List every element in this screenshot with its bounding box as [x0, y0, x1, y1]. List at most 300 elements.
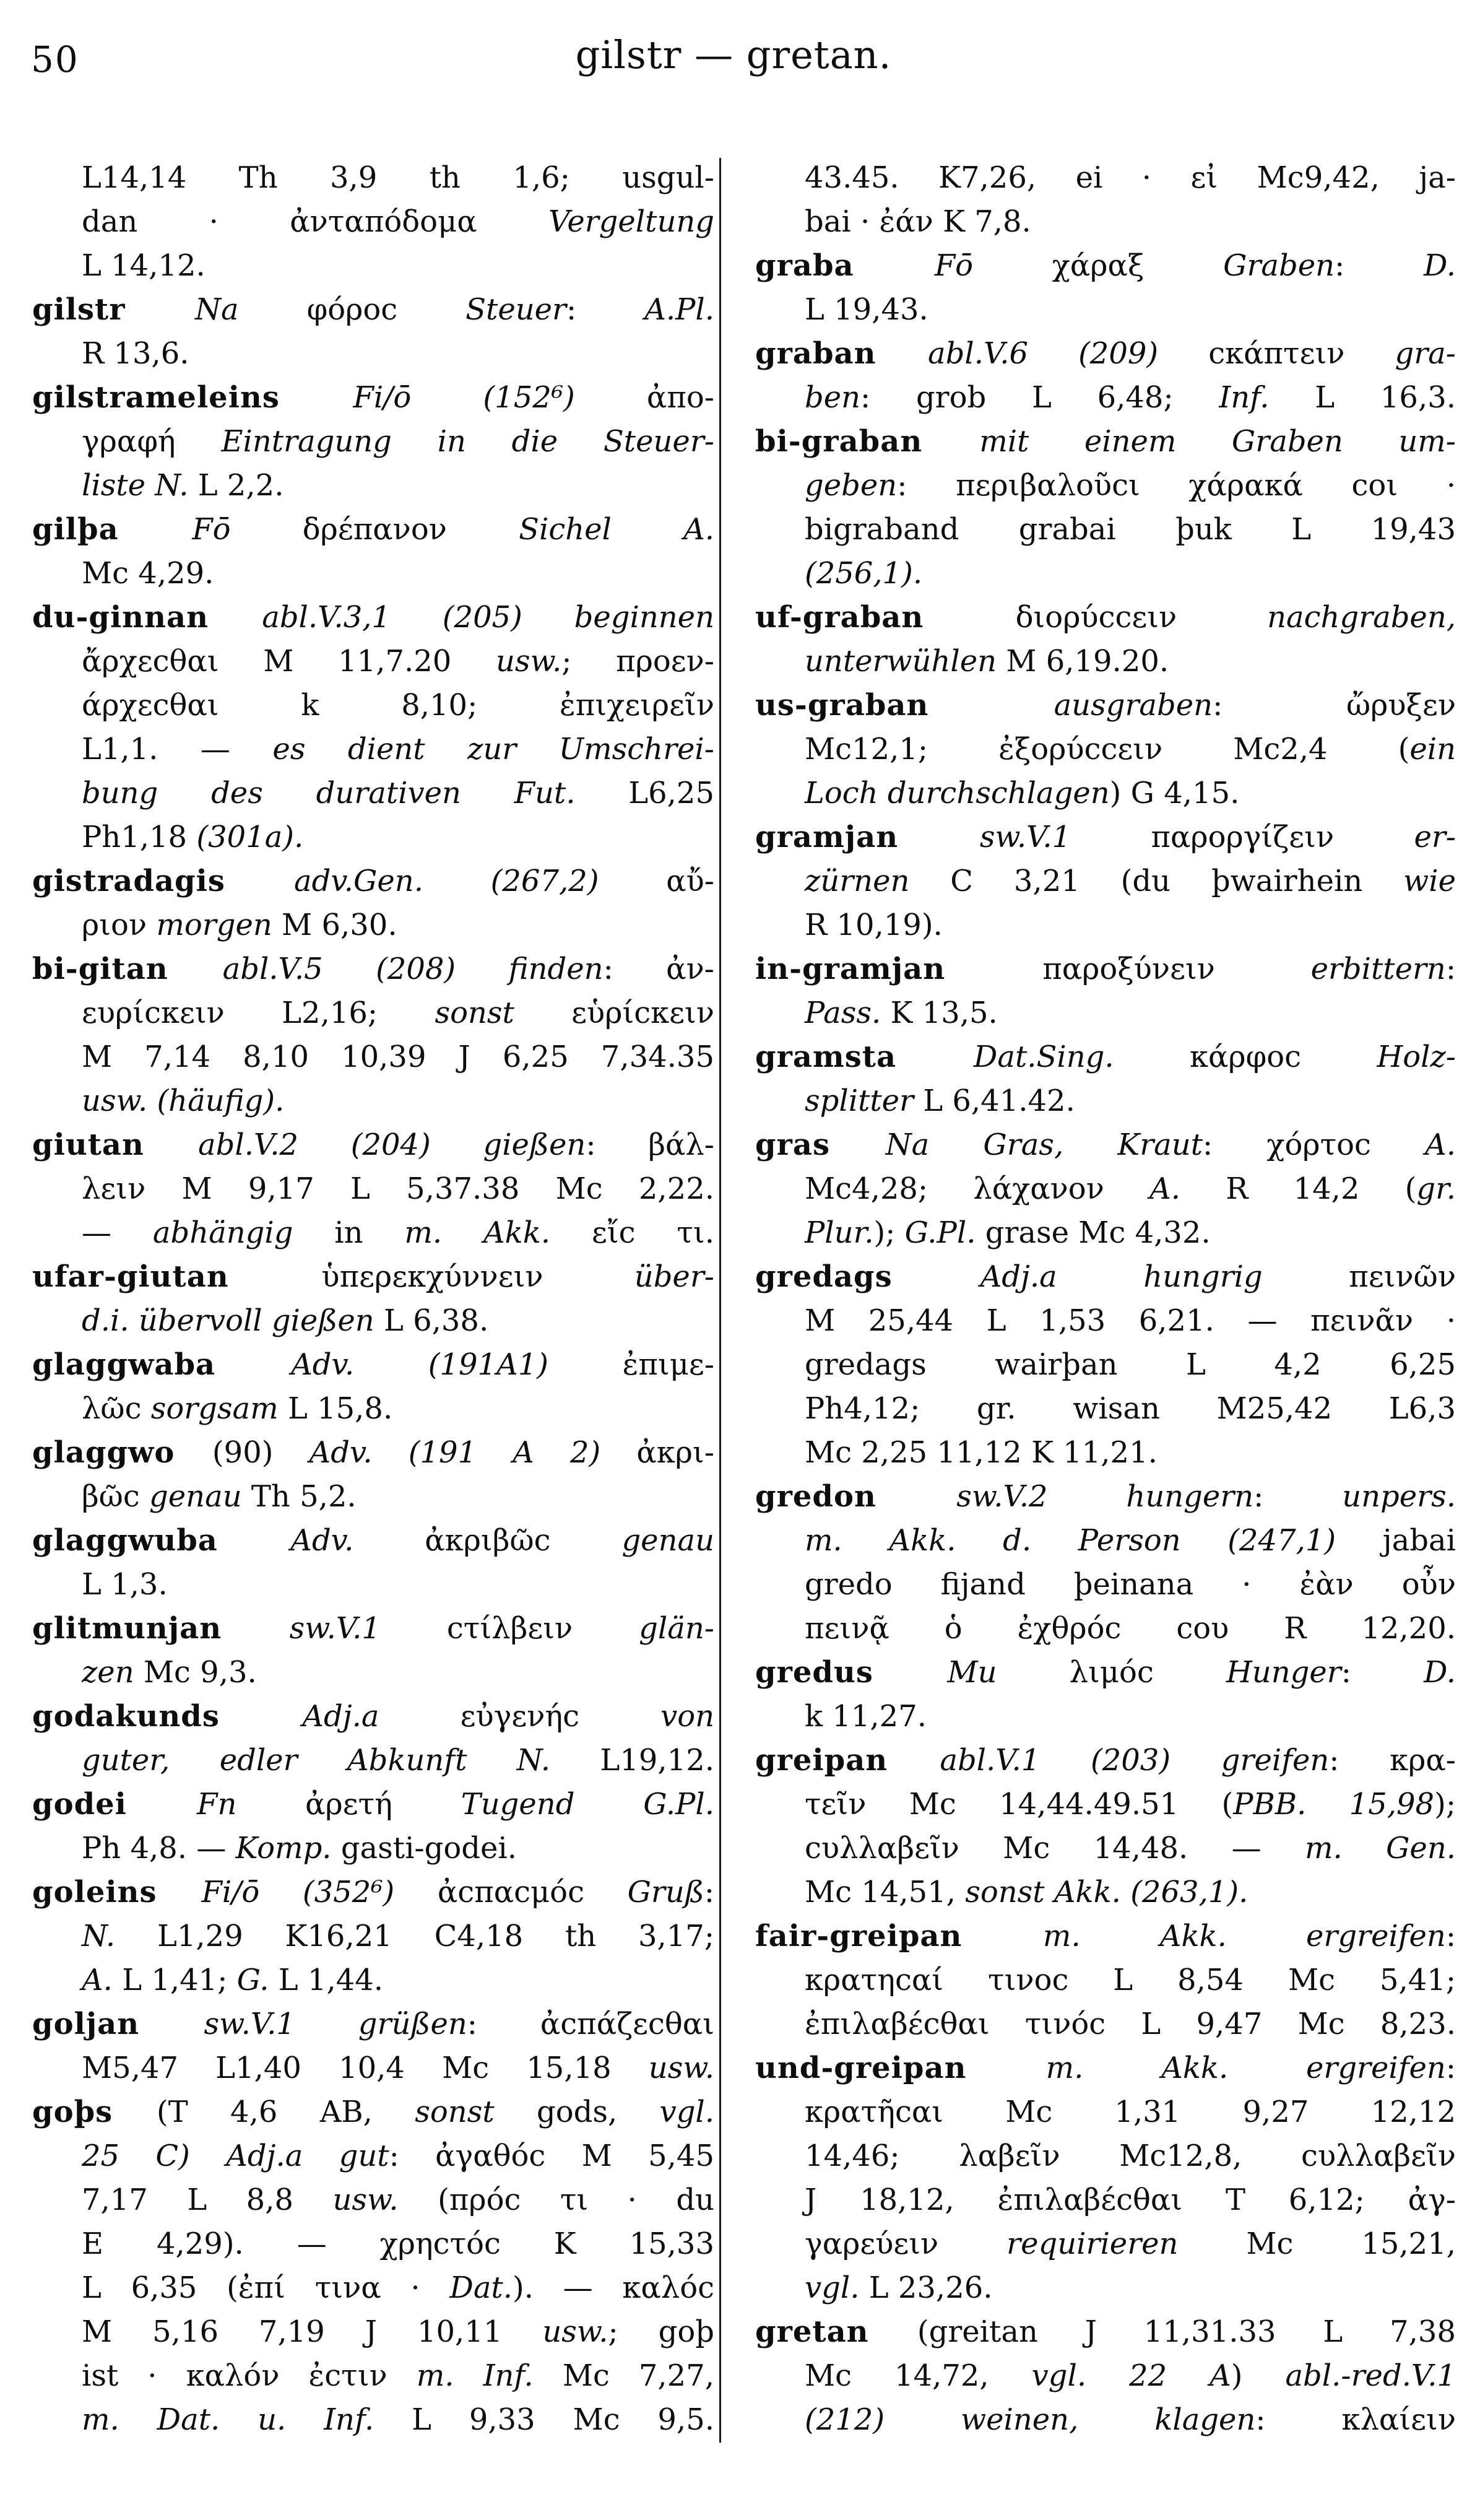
text-line: [32, 684, 714, 728]
text-line: [32, 420, 714, 464]
text-segment: M 25,44 L 1,53 6,21. — πεινᾶν ·: [805, 1303, 1456, 1338]
text-line: [32, 200, 714, 244]
text-line: [32, 1167, 714, 1211]
text-segment: usw.: [332, 2183, 438, 2217]
text-segment: Fn: [197, 1787, 306, 1822]
text-line: [755, 1035, 1456, 1079]
text-line: [755, 771, 1456, 815]
text-line: [32, 464, 714, 508]
text-segment: erbittern: [1310, 952, 1446, 986]
text-segment: A.: [82, 1963, 123, 1997]
text-segment: :: [1335, 248, 1424, 283]
text-segment: A.Pl.: [644, 292, 715, 327]
text-segment: liste N.: [82, 468, 198, 503]
text-segment: abl.-red.V.1: [1285, 2358, 1456, 2393]
dictionary-entry-in-gramjan: [755, 947, 1456, 1035]
text-segment: vgl.: [805, 2270, 869, 2305]
text-segment: Mc 14,72,: [805, 2358, 1032, 2393]
text-line: [32, 1739, 714, 1783]
text-line: [755, 2178, 1456, 2222]
text-segment: ἐπιλαβέcθαι τινόc L 9,47 Mc 8,23.: [805, 2007, 1456, 2041]
text-line: [32, 1651, 714, 1695]
text-segment: : ἀν-: [603, 952, 714, 986]
text-segment: L6,25: [628, 776, 714, 810]
text-line: [755, 1783, 1456, 1827]
text-segment: Th 5,2.: [251, 1479, 357, 1514]
text-segment: —: [82, 1215, 153, 1250]
text-segment: L1,29 K16,21 C4,18 th 3,17;: [157, 1919, 715, 1953]
text-segment: παροξύνειν: [1042, 952, 1311, 986]
dictionary-entry-goleins: [32, 1870, 714, 2002]
text-segment: cκάπτειν: [1208, 336, 1395, 371]
dictionary-entry-glaggwaba: [32, 1343, 714, 1431]
text-segment: ἀκριβῶc: [425, 1523, 622, 1558]
text-segment: εὑρίcκειν: [571, 996, 715, 1030]
text-line: [32, 288, 714, 332]
dictionary-entry-gramjan: [755, 815, 1456, 947]
text-segment: jabai: [1382, 1523, 1456, 1558]
text-segment: bai · ἐάν K 7,8.: [805, 204, 1031, 239]
dictionary-entry-glaggwuba: [32, 1519, 714, 1607]
text-line: [32, 1431, 714, 1475]
text-segment: κρατῆcαι Mc 1,31 9,27 12,12: [805, 2095, 1456, 2129]
text-line: [755, 2134, 1456, 2178]
headword: graban: [755, 336, 928, 371]
text-segment: (πρόc τι · du: [438, 2183, 715, 2217]
text-line: [755, 420, 1456, 464]
text-segment: κρατηcαί τινοc L 8,54 Mc 5,41;: [805, 1963, 1456, 1997]
text-line: [755, 2398, 1456, 2442]
text-line: [755, 552, 1456, 596]
text-segment: er-: [1414, 820, 1456, 854]
text-segment: λιμόc: [1069, 1655, 1226, 1690]
text-line: [755, 376, 1456, 420]
text-segment: ευρίcκειν L2,16;: [82, 996, 435, 1030]
text-line: [32, 728, 714, 771]
text-line: [755, 1079, 1456, 1123]
right-column: [755, 156, 1456, 2442]
text-line: [755, 1958, 1456, 2002]
text-segment: βῶc: [82, 1479, 150, 1514]
text-segment: gredo fijand þeinana · ἐὰν οὖν: [805, 1567, 1456, 1602]
text-segment: Pass.: [805, 996, 891, 1030]
text-line: [755, 991, 1456, 1035]
text-segment: αὔ-: [666, 864, 715, 898]
text-segment: ) G 4,15.: [1109, 776, 1240, 810]
headword: gredags: [755, 1259, 980, 1294]
dictionary-entry-usguldan-continuation: [32, 156, 714, 288]
text-segment: Ph1,18: [82, 820, 197, 854]
text-segment: R 10,19).: [805, 908, 943, 942]
text-segment: sonst: [415, 2095, 537, 2129]
text-line: [755, 1299, 1456, 1343]
text-line: [755, 947, 1456, 991]
text-segment: geben: [805, 468, 898, 503]
text-segment: m. Akk.: [404, 1215, 592, 1250]
page-number: 50: [31, 38, 79, 80]
headword: goþs: [32, 2095, 157, 2129]
text-segment: G.: [236, 1963, 279, 1997]
text-segment: Na: [194, 292, 307, 327]
text-line: [755, 640, 1456, 684]
dictionary-entry-bi-graban: [755, 420, 1456, 596]
text-segment: Adj.a hungrig: [980, 1259, 1349, 1294]
text-segment: unpers.: [1342, 1479, 1456, 1514]
text-line: [755, 1343, 1456, 1387]
text-line: [32, 1343, 714, 1387]
text-line: [32, 771, 714, 815]
text-segment: ): [1231, 2358, 1286, 2393]
dictionary-entry-du-ginnan: [32, 596, 714, 859]
text-segment: L 19,43.: [805, 292, 928, 327]
text-segment: cτίλβειν: [446, 1611, 639, 1646]
text-segment: abl.V.5 (208) finden: [222, 952, 604, 986]
text-segment: ἄρχεcθαι M 11,7.20: [82, 644, 496, 679]
text-segment: : περιβαλοῦcι χάρακά cοι ·: [897, 468, 1456, 503]
text-line: [755, 684, 1456, 728]
text-segment: ἀρετή: [305, 1787, 461, 1822]
headword: uf-graban: [755, 600, 1016, 635]
text-segment: Gruß: [627, 1875, 704, 1910]
text-segment: :: [1445, 952, 1456, 986]
text-segment: bigraband grabai þuk L 19,43: [805, 512, 1456, 547]
headword: bi-graban: [755, 424, 980, 459]
text-segment: :: [566, 292, 645, 327]
text-segment: (90): [212, 1435, 309, 1470]
text-segment: πεινῶν: [1349, 1259, 1456, 1294]
text-line: [755, 1651, 1456, 1695]
text-line: [755, 464, 1456, 508]
text-segment: τεῖν Mc 14,44.49.51 (: [805, 1787, 1234, 1822]
text-line: [755, 1123, 1456, 1167]
text-line: [755, 244, 1456, 288]
text-segment: genau: [621, 1523, 715, 1558]
headword: goleins: [32, 1875, 202, 1910]
text-segment: Fi/ō (352⁶): [201, 1875, 438, 1910]
text-segment: morgen: [156, 908, 282, 942]
text-segment: 7,17 L 8,8: [82, 2183, 333, 2217]
text-segment: glän-: [639, 1611, 714, 1646]
text-line: [755, 156, 1456, 200]
text-segment: R 13,6.: [82, 336, 189, 371]
text-segment: m. Akk. d. Person (247,1): [805, 1523, 1383, 1558]
text-segment: Mc 9,3.: [143, 1655, 257, 1690]
text-line: [755, 508, 1456, 552]
dictionary-entry-us-graban: [755, 684, 1456, 815]
text-segment: );: [873, 1215, 905, 1250]
text-segment: usw. (häufig).: [82, 1084, 285, 1118]
text-line: [755, 288, 1456, 332]
dictionary-entry-gramsta: [755, 1035, 1456, 1123]
text-segment: Fō: [934, 248, 1052, 283]
text-line: [32, 1475, 714, 1519]
headword: godei: [32, 1787, 197, 1822]
text-segment: J 18,12, ἐπιλαβέcθαι T 6,12; ἀγ-: [805, 2183, 1456, 2217]
text-segment: Steuer: [465, 292, 566, 327]
text-segment: wie: [1403, 864, 1456, 898]
text-line: [755, 1475, 1456, 1519]
text-line: [32, 1695, 714, 1739]
text-line: [755, 1167, 1456, 1211]
text-segment: γαρεύειν: [805, 2227, 1007, 2261]
text-line: [32, 1914, 714, 1958]
text-segment: requirieren: [1006, 2227, 1247, 2261]
text-line: [755, 903, 1456, 947]
text-segment: Dat.Sing.: [973, 1040, 1190, 1074]
headword: goljan: [32, 2007, 204, 2041]
dictionary-entry-und-greipan: [755, 2046, 1456, 2310]
text-segment: C 3,21 (du þwairhein: [950, 864, 1404, 898]
text-segment: :: [1341, 1655, 1424, 1690]
text-segment: m. Akk. ergreifen: [1042, 1919, 1446, 1953]
text-line: [755, 859, 1456, 903]
text-segment: m. Dat. u. Inf.: [82, 2402, 412, 2437]
text-segment: sw.V.2 hungern: [956, 1479, 1254, 1514]
text-segment: gredags wairþan L 4,2 6,25: [805, 1347, 1456, 1382]
text-segment: L 6,38.: [383, 1303, 489, 1338]
text-segment: ; προεν-: [561, 644, 715, 679]
dictionary-entry-gilpa: [32, 508, 714, 596]
text-line: [32, 859, 714, 903]
dictionary-entry-gredus: [755, 1651, 1456, 1739]
text-line: [32, 2354, 714, 2398]
dictionary-entry-gredags: [755, 1255, 1456, 1475]
dictionary-entry-greipan: [755, 1739, 1456, 1914]
text-segment: : χόρτοc: [1203, 1127, 1426, 1162]
text-line: [32, 640, 714, 684]
text-segment: Komp.: [235, 1831, 341, 1866]
text-segment: άρχεcθαι k 8,10; ἐπιχειρεῖν: [82, 688, 714, 723]
text-line: [755, 1827, 1456, 1870]
text-segment: Mu: [947, 1655, 1070, 1690]
text-line: [755, 2354, 1456, 2398]
dictionary-entry-graban: [755, 332, 1456, 420]
text-segment: usw.: [496, 644, 562, 679]
text-segment: L1,1. —: [82, 732, 273, 767]
text-line: [755, 596, 1456, 640]
text-segment: 25 C) Adj.a gut: [82, 2139, 389, 2173]
text-line: [32, 2266, 714, 2310]
text-segment: ὑπερεκχύννειν: [321, 1259, 634, 1294]
text-line: [32, 2398, 714, 2442]
text-line: [32, 1607, 714, 1651]
text-segment: ; goþ: [608, 2314, 715, 2349]
text-segment: gods,: [536, 2095, 660, 2129]
text-segment: M 6,30.: [282, 908, 397, 942]
text-line: [32, 156, 714, 200]
headword: in-gramjan: [755, 952, 1043, 986]
text-segment: sw.V.1 grüßen: [204, 2007, 467, 2041]
text-segment: Mc 7,27,: [562, 2358, 715, 2393]
text-segment: ). — καλόc: [512, 2270, 714, 2305]
text-segment: );: [1434, 1787, 1456, 1822]
text-line: [32, 1079, 714, 1123]
text-segment: k 11,27.: [805, 1699, 927, 1734]
text-line: [755, 2090, 1456, 2134]
text-segment: genau: [149, 1479, 251, 1514]
text-segment: Mc 14,51,: [805, 1875, 966, 1910]
text-segment: L 9,33 Mc 9,5.: [412, 2402, 715, 2437]
text-segment: L 23,26.: [868, 2270, 993, 2305]
text-segment: (T 4,6 AB,: [156, 2095, 415, 2129]
text-line: [32, 1211, 714, 1255]
text-line: [32, 376, 714, 420]
text-line: [755, 815, 1456, 859]
headword: gredus: [755, 1655, 948, 1690]
text-segment: Sichel A.: [519, 512, 714, 547]
text-segment: Hunger: [1226, 1655, 1341, 1690]
text-segment: vgl. 22 A: [1031, 2358, 1231, 2393]
text-segment: 14,46; λαβεῖν Mc12,8, cυλλαβεῖν: [805, 2139, 1456, 2173]
text-segment: L 14,12.: [82, 248, 206, 283]
text-segment: nachgraben,: [1267, 600, 1456, 635]
dictionary-entry-gistradagis: [32, 859, 714, 947]
headword: gilþa: [32, 512, 193, 547]
text-segment: (greitan J 11,31.33 L 7,38: [917, 2314, 1456, 2349]
text-segment: δρέπανον: [302, 512, 519, 547]
text-segment: L 16,3.: [1315, 380, 1456, 415]
text-line: [755, 2310, 1456, 2354]
text-segment: D.: [1423, 248, 1456, 283]
text-segment: abl.V.3,1 (205) beginnen: [262, 600, 714, 635]
text-line: [32, 903, 714, 947]
text-segment: G.Pl.: [904, 1215, 985, 1250]
text-line: [755, 1255, 1456, 1299]
dictionary-entry-giutan: [32, 1123, 714, 1255]
text-segment: dan · ἀνταπόδομα: [82, 204, 549, 239]
headword: godakunds: [32, 1699, 303, 1734]
text-segment: Dat.: [449, 2270, 513, 2305]
text-line: [755, 1914, 1456, 1958]
text-segment: splitter: [805, 1084, 924, 1118]
text-segment: d.i. übervoll gießen: [82, 1303, 384, 1338]
headword: und-greipan: [755, 2051, 1046, 2085]
text-line: [32, 1563, 714, 1607]
text-segment: Adv. (191A1): [291, 1347, 623, 1382]
headword: gras: [755, 1127, 886, 1162]
text-line: [755, 1695, 1456, 1739]
text-line: [755, 728, 1456, 771]
text-segment: ἀcπαcμόc: [437, 1875, 628, 1910]
text-line: [755, 1563, 1456, 1607]
headword: gretan: [755, 2314, 917, 2349]
text-line: [755, 1739, 1456, 1783]
text-segment: : ὤρυξεν: [1213, 688, 1456, 723]
dictionary-entry-gops: [32, 2090, 714, 2442]
text-line: [755, 1519, 1456, 1563]
text-segment: abhängig: [152, 1215, 335, 1250]
text-line: [32, 1958, 714, 2002]
text-segment: abl.V.6 (209): [928, 336, 1209, 371]
text-segment: ist · καλόν ἐcτιν: [82, 2358, 417, 2393]
text-segment: L 6,41.42.: [923, 1084, 1075, 1118]
text-segment: sw.V.1: [979, 820, 1151, 854]
text-line: [755, 2266, 1456, 2310]
dictionary-entry-gops-continuation: [755, 156, 1456, 244]
text-segment: ein: [1409, 732, 1456, 767]
text-segment: Loch durchschlagen: [805, 776, 1110, 810]
text-line: [32, 2222, 714, 2266]
dictionary-entry-gredon: [755, 1475, 1456, 1651]
text-segment: gasti-godei.: [340, 1831, 517, 1866]
text-segment: Adj.a: [302, 1699, 461, 1734]
text-segment: χάραξ: [1052, 248, 1224, 283]
text-segment: (212) weinen, klagen: [805, 2402, 1256, 2437]
text-segment: L 1,3.: [82, 1567, 168, 1602]
text-segment: λειν M 9,17 L 5,37.38 Mc 2,22.: [82, 1171, 714, 1206]
text-segment: ριον: [82, 908, 157, 942]
text-segment: παροργίζειν: [1151, 820, 1414, 854]
text-line: [32, 991, 714, 1035]
text-line: [32, 2134, 714, 2178]
dictionary-entry-gilstr: [32, 288, 714, 376]
text-segment: usw.: [542, 2314, 608, 2349]
text-segment: Adv. (191 A 2): [309, 1435, 637, 1470]
text-segment: L19,12.: [600, 1743, 714, 1778]
text-segment: ben: [805, 380, 861, 415]
text-segment: Mc12,1; ἐξορύccειν Mc2,4 (: [805, 732, 1410, 767]
text-segment: ἀκρι-: [636, 1435, 714, 1470]
headword: ufar-giutan: [32, 1259, 322, 1294]
text-segment: κάρφοc: [1190, 1040, 1377, 1074]
text-segment: L 6,35 (ἐπί τινα ·: [82, 2270, 450, 2305]
text-segment: διορύccειν: [1015, 600, 1268, 635]
dictionary-entry-glitmunjan: [32, 1607, 714, 1695]
text-line: [755, 1607, 1456, 1651]
text-segment: (301a).: [196, 820, 304, 854]
text-segment: Na Gras, Kraut: [885, 1127, 1203, 1162]
dictionary-entry-godakunds: [32, 1695, 714, 1783]
text-segment: m. Akk. ergreifen: [1045, 2051, 1446, 2085]
text-segment: bung des durativen Fut.: [82, 776, 629, 810]
text-segment: zen: [82, 1655, 144, 1690]
text-segment: gra-: [1395, 336, 1456, 371]
text-segment: A.: [1425, 1127, 1456, 1162]
text-line: [755, 200, 1456, 244]
dictionary-entry-ufar-giutan: [32, 1255, 714, 1343]
headword: gramjan: [755, 820, 980, 854]
text-segment: grase Mc 4,32.: [985, 1215, 1211, 1250]
text-segment: es dient zur Umschrei-: [272, 732, 715, 767]
running-header: gilstr — gretan.: [575, 32, 892, 77]
text-segment: Graben: [1223, 248, 1335, 283]
column-divider: [719, 158, 721, 2443]
text-segment: sw.V.1: [289, 1611, 447, 1646]
text-segment: Fi/ō (152⁶): [353, 380, 647, 415]
text-segment: PBB. 15,98: [1233, 1787, 1435, 1822]
text-line: [32, 244, 714, 288]
text-segment: L 1,41;: [122, 1963, 237, 1997]
text-segment: guter, edler Abkunft N.: [82, 1743, 600, 1778]
text-segment: :: [1445, 1919, 1456, 1953]
text-line: [32, 1387, 714, 1431]
text-segment: gr.: [1416, 1171, 1456, 1206]
text-segment: Plur.: [805, 1215, 874, 1250]
left-column: [32, 156, 714, 2442]
text-segment: Inf.: [1219, 380, 1315, 415]
text-segment: εὐγενήc: [460, 1699, 661, 1734]
headword: us-graban: [755, 688, 1054, 723]
text-line: [32, 1123, 714, 1167]
text-segment: M 7,14 8,10 10,39 J 6,25 7,34.35: [82, 1040, 714, 1074]
text-line: [755, 1387, 1456, 1431]
text-segment: : ἀγαθόc M 5,45: [389, 2139, 714, 2173]
text-segment: M 6,19.20.: [1006, 644, 1169, 679]
text-line: [32, 2046, 714, 2090]
headword: graba: [755, 248, 935, 283]
headword: gilstrameleins: [32, 380, 353, 415]
text-segment: L 15,8.: [287, 1391, 393, 1426]
